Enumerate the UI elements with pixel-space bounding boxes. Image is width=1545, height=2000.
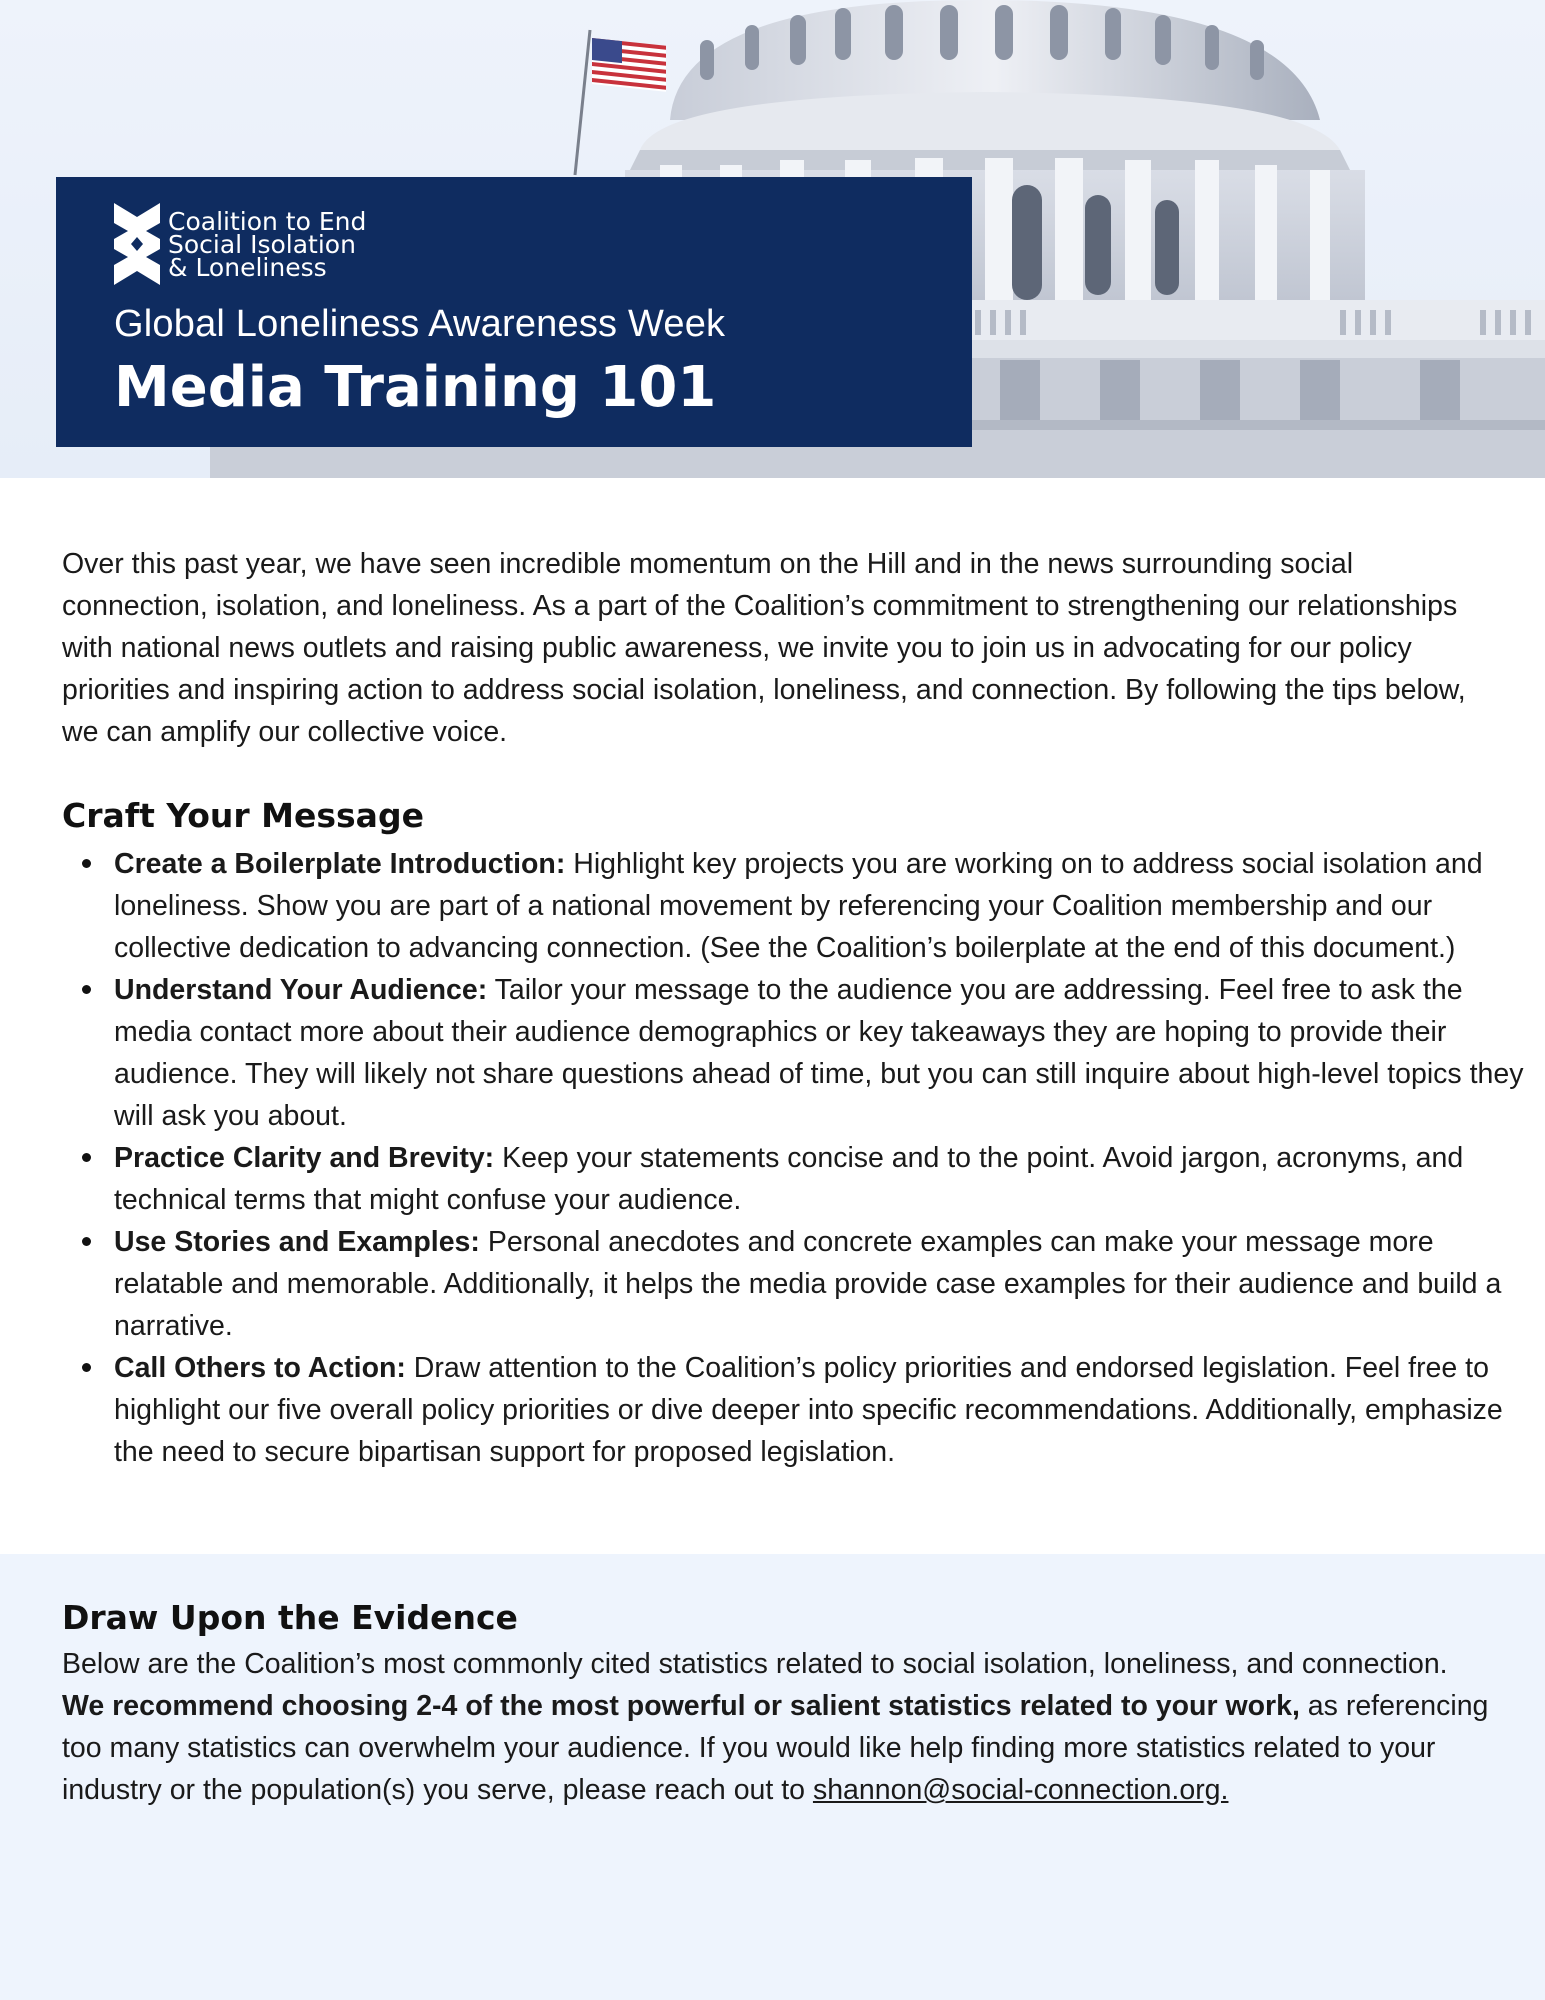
tip-label: Understand Your Audience: [114, 974, 488, 1006]
tip-label: Call Others to Action: [114, 1352, 406, 1384]
list-item [114, 1347, 1544, 1473]
evidence-paragraph [62, 1643, 1492, 1811]
craft-section-heading: Craft Your Message [62, 796, 424, 835]
list-item [114, 843, 1544, 969]
page-subtitle: Global Loneliness Awareness Week [114, 303, 726, 345]
logo-line-1: Coalition to End [168, 206, 367, 236]
list-item [114, 1221, 1544, 1347]
tip-text: Highlight key projects you are working on to address social isolation and loneliness. Show you are part of a national movement by referencing your Coalition membership and our collective dedication to advancing connection. (See the Coalition’s boilerplate at the end of this document.) [114, 848, 1483, 964]
evidence-section-heading: Draw Upon the Evidence [62, 1598, 518, 1637]
contact-email-link[interactable]: shannon@social-connection.org. [812, 1774, 1229, 1806]
tip-text: Keep your statements concise and to the point. Avoid jargon, acronyms, and technical terms that might confuse your audience. [114, 1142, 1464, 1216]
tip-label: Practice Clarity and Brevity: [114, 1142, 495, 1174]
header-banner [0, 0, 1545, 478]
tip-text: Personal anecdotes and concrete examples can make your message more relatable and memorable. Additionally, it helps the media provide case examples for their audience and build a narrative. [114, 1226, 1502, 1342]
coalition-logo-icon [114, 203, 160, 285]
evidence-text-emphasis: We recommend choosing 2-4 of the most powerful or salient statistics related to your work, [62, 1690, 1300, 1722]
tip-text: Tailor your message to the audience you are addressing. Feel free to ask the media contact more about their audience demographics or key takeaways they are hoping to provide their audience. They will likely not share questions ahead of time, but you can still inquire about high-level topics they will ask you about. [114, 974, 1524, 1132]
logo-wordmark [168, 206, 367, 282]
tip-label: Create a Boilerplate Introduction: [114, 848, 566, 880]
tip-label: Use Stories and Examples: [114, 1226, 480, 1258]
list-item [114, 1137, 1544, 1221]
logo-line-3: & Loneliness [168, 252, 327, 282]
list-item [114, 969, 1544, 1137]
coalition-logo [114, 203, 366, 285]
intro-paragraph: Over this past year, we have seen incredible momentum on the Hill and in the news surrounding social connection, isolation, and loneliness. As a part of the Coalition’s commitment to strengthening our relationships with national news outlets and raising public awareness, we invite you to join us in advocating for our policy priorities and inspiring action to address social isolation, loneliness, and connection. By following the tips below, we can amplify our collective voice. [62, 548, 1466, 748]
tip-text: Draw attention to the Coalition’s policy priorities and endorsed legislation. Feel free to highlight our five overall policy priorities or dive deeper into specific recommendations. Additionally, emphasize the need to secure bipartisan support for proposed legislation. [114, 1352, 1503, 1468]
logo-line-2: Social Isolation [168, 229, 356, 259]
craft-tips-list [62, 843, 1544, 1473]
evidence-text-rest: as referencing too many statistics can overwhelm your audience. If you would like help finding more statistics related to your industry or the population(s) you serve, please reach out to [62, 1690, 1489, 1806]
page-title: Media Training 101 [114, 355, 717, 420]
evidence-text-intro: Below are the Coalition’s most commonly cited statistics related to social isolation, loneliness, and connection. [62, 1648, 1448, 1680]
title-panel [56, 177, 972, 447]
